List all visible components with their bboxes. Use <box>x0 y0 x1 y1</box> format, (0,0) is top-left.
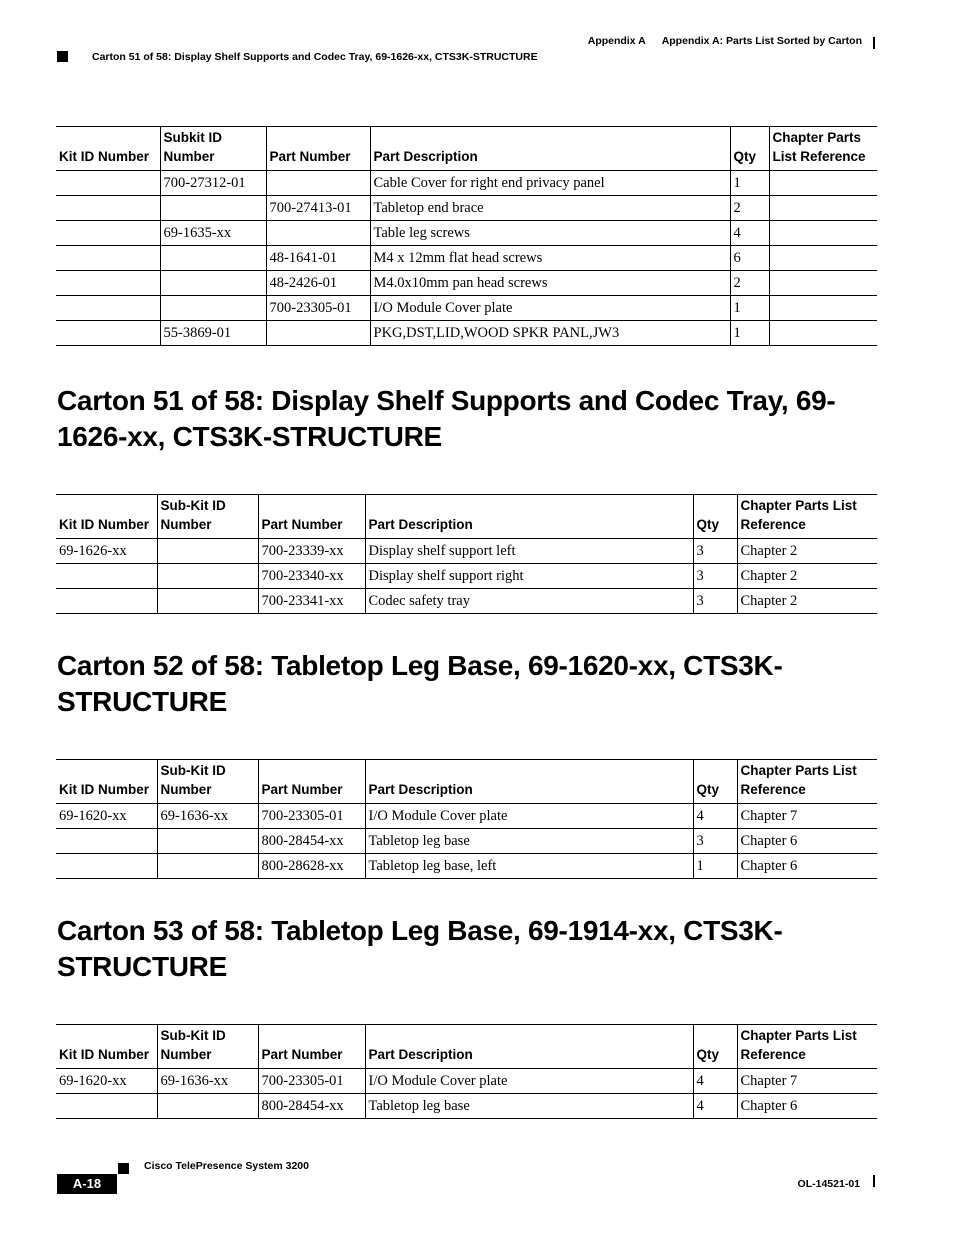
table-row <box>56 804 877 829</box>
cell-qty: 4 <box>693 1094 737 1119</box>
column-header-part-number: Part Number <box>266 127 370 171</box>
cell-qty: 6 <box>730 246 769 271</box>
cell-subkit-id <box>160 246 266 271</box>
cell-kit-id <box>56 296 160 321</box>
column-header-part-number: Part Number <box>258 760 365 804</box>
cell-qty: 1 <box>730 171 769 196</box>
cell-subkit-id <box>160 196 266 221</box>
cell-subkit-id: 69-1636-xx <box>157 1069 258 1094</box>
cell-kit-id: 69-1620-xx <box>56 804 157 829</box>
cell-kit-id <box>56 854 157 879</box>
parts-table-carton-53 <box>56 1024 877 1119</box>
cell-chapter-reference: Chapter 6 <box>737 1094 877 1119</box>
cell-chapter-reference: Chapter 2 <box>737 589 877 614</box>
column-header-qty: Qty <box>693 760 737 804</box>
table-row <box>56 271 877 296</box>
cell-part-description: M4 x 12mm flat head screws <box>370 246 730 271</box>
cell-kit-id <box>56 589 157 614</box>
cell-chapter-reference <box>769 321 877 346</box>
cell-kit-id <box>56 829 157 854</box>
cell-part-number: 700-23305-01 <box>258 804 365 829</box>
footer-product: Cisco TelePresence System 3200 <box>144 1160 309 1172</box>
cell-subkit-id: 55-3869-01 <box>160 321 266 346</box>
cell-part-description: M4.0x10mm pan head screws <box>370 271 730 296</box>
table-row <box>56 829 877 854</box>
cell-part-number: 700-23341-xx <box>258 589 365 614</box>
column-header-kit-id: Kit ID Number <box>56 760 157 804</box>
cell-qty: 3 <box>693 539 737 564</box>
table-row <box>56 539 877 564</box>
cell-part-description: Cable Cover for right end privacy panel <box>370 171 730 196</box>
footer-marker <box>118 1163 129 1174</box>
cell-chapter-reference <box>769 296 877 321</box>
cell-kit-id <box>56 271 160 296</box>
table-row <box>56 321 877 346</box>
table-header-row <box>56 760 877 804</box>
table-header-row <box>56 495 877 539</box>
cell-chapter-reference: Chapter 6 <box>737 854 877 879</box>
cell-subkit-id <box>157 1094 258 1119</box>
cell-subkit-id: 69-1635-xx <box>160 221 266 246</box>
cell-part-description: Codec safety tray <box>365 589 693 614</box>
cell-chapter-reference <box>769 196 877 221</box>
cell-part-description: PKG,DST,LID,WOOD SPKR PANL,JW3 <box>370 321 730 346</box>
column-header-part-number: Part Number <box>258 495 365 539</box>
table-row <box>56 854 877 879</box>
column-header-part-description: Part Description <box>370 127 730 171</box>
cell-part-description: Table leg screws <box>370 221 730 246</box>
cell-subkit-id <box>157 589 258 614</box>
cell-subkit-id <box>157 829 258 854</box>
table-header-row <box>56 1025 877 1069</box>
cell-qty: 4 <box>693 1069 737 1094</box>
column-header-part-description: Part Description <box>365 1025 693 1069</box>
table-row <box>56 1094 877 1119</box>
cell-kit-id <box>56 221 160 246</box>
parts-table-carton-52 <box>56 759 877 879</box>
column-header-subkit-id: Sub-Kit ID Number <box>157 495 258 539</box>
cell-kit-id <box>56 246 160 271</box>
table-row <box>56 564 877 589</box>
cell-chapter-reference: Chapter 2 <box>737 539 877 564</box>
cell-chapter-reference: Chapter 2 <box>737 564 877 589</box>
cell-part-description: I/O Module Cover plate <box>365 1069 693 1094</box>
cell-kit-id <box>56 321 160 346</box>
cell-qty: 1 <box>730 296 769 321</box>
footer-rule <box>873 1175 875 1187</box>
cell-kit-id <box>56 1094 157 1119</box>
cell-kit-id: 69-1626-xx <box>56 539 157 564</box>
cell-subkit-id <box>157 539 258 564</box>
cell-subkit-id <box>157 854 258 879</box>
cell-qty: 1 <box>730 321 769 346</box>
column-header-subkit-id: Sub-Kit ID Number <box>157 1025 258 1069</box>
cell-subkit-id <box>157 564 258 589</box>
cell-part-number <box>266 221 370 246</box>
cell-part-number: 800-28454-xx <box>258 1094 365 1119</box>
column-header-qty: Qty <box>693 1025 737 1069</box>
cell-chapter-reference: Chapter 7 <box>737 804 877 829</box>
table-row <box>56 1069 877 1094</box>
cell-chapter-reference <box>769 246 877 271</box>
cell-kit-id: 69-1620-xx <box>56 1069 157 1094</box>
cell-part-description: Display shelf support left <box>365 539 693 564</box>
column-header-kit-id: Kit ID Number <box>56 495 157 539</box>
cell-part-description: Tabletop leg base <box>365 829 693 854</box>
cell-part-number: 700-23339-xx <box>258 539 365 564</box>
cell-chapter-reference <box>769 271 877 296</box>
column-header-kit-id: Kit ID Number <box>56 127 160 171</box>
cell-part-description: Tabletop leg base <box>365 1094 693 1119</box>
cell-subkit-id <box>160 271 266 296</box>
cell-part-number: 48-1641-01 <box>266 246 370 271</box>
column-header-qty: Qty <box>730 127 769 171</box>
column-header-part-number: Part Number <box>258 1025 365 1069</box>
cell-part-number: 700-23305-01 <box>266 296 370 321</box>
cell-chapter-reference: Chapter 7 <box>737 1069 877 1094</box>
table-row <box>56 589 877 614</box>
column-header-subkit-id: Subkit ID Number <box>160 127 266 171</box>
table-row <box>56 246 877 271</box>
parts-table-continued <box>56 126 877 346</box>
column-header-part-description: Part Description <box>365 495 693 539</box>
section-title-carton-53: Carton 53 of 58: Tabletop Leg Base, 69-1914-xx, CTS3K-STRUCTURE <box>57 915 783 982</box>
header-marker <box>57 51 68 62</box>
cell-part-number: 700-23305-01 <box>258 1069 365 1094</box>
header-chapter-title: Appendix A: Parts List Sorted by Carton <box>661 35 862 47</box>
cell-subkit-id: 69-1636-xx <box>157 804 258 829</box>
header-appendix: Appendix A <box>587 35 646 47</box>
section-title-carton-52: Carton 52 of 58: Tabletop Leg Base, 69-1620-xx, CTS3K-STRUCTURE <box>57 650 783 717</box>
cell-part-number: 800-28454-xx <box>258 829 365 854</box>
cell-part-number <box>266 171 370 196</box>
column-header-chapter-reference: Chapter Parts List Reference <box>737 760 877 804</box>
cell-chapter-reference <box>769 171 877 196</box>
cell-kit-id <box>56 171 160 196</box>
column-header-kit-id: Kit ID Number <box>56 1025 157 1069</box>
table-row <box>56 296 877 321</box>
table-row <box>56 171 877 196</box>
cell-kit-id <box>56 564 157 589</box>
cell-part-number <box>266 321 370 346</box>
cell-qty: 3 <box>693 589 737 614</box>
cell-part-number: 700-27413-01 <box>266 196 370 221</box>
cell-qty: 2 <box>730 196 769 221</box>
cell-qty: 3 <box>693 564 737 589</box>
header-section: Carton 51 of 58: Display Shelf Supports and Codec Tray, 69-1626-xx, CTS3K-STRUCTURE <box>92 51 538 63</box>
column-header-part-description: Part Description <box>365 760 693 804</box>
cell-chapter-reference: Chapter 6 <box>737 829 877 854</box>
cell-part-description: I/O Module Cover plate <box>365 804 693 829</box>
cell-part-number: 700-23340-xx <box>258 564 365 589</box>
cell-qty: 4 <box>730 221 769 246</box>
page-number: A-18 <box>57 1174 117 1194</box>
cell-part-number: 48-2426-01 <box>266 271 370 296</box>
cell-qty: 4 <box>693 804 737 829</box>
column-header-chapter-reference: Chapter Parts List Reference <box>737 1025 877 1069</box>
header-rule <box>873 37 875 49</box>
cell-part-number: 800-28628-xx <box>258 854 365 879</box>
cell-part-description: I/O Module Cover plate <box>370 296 730 321</box>
parts-table-carton-51 <box>56 494 877 614</box>
cell-part-description: Display shelf support right <box>365 564 693 589</box>
cell-chapter-reference <box>769 221 877 246</box>
cell-qty: 3 <box>693 829 737 854</box>
column-header-chapter-reference: Chapter Parts List Reference <box>737 495 877 539</box>
column-header-qty: Qty <box>693 495 737 539</box>
cell-part-description: Tabletop leg base, left <box>365 854 693 879</box>
section-title-carton-51: Carton 51 of 58: Display Shelf Supports and Codec Tray, 69-1626-xx, CTS3K-STRUCTURE <box>57 385 836 452</box>
column-header-chapter-reference: Chapter Parts List Reference <box>769 127 877 171</box>
cell-qty: 2 <box>730 271 769 296</box>
column-header-subkit-id: Sub-Kit ID Number <box>157 760 258 804</box>
cell-part-description: Tabletop end brace <box>370 196 730 221</box>
table-row <box>56 196 877 221</box>
running-header <box>588 35 862 47</box>
table-header-row <box>56 127 877 171</box>
cell-subkit-id <box>160 296 266 321</box>
footer-doc-id: OL-14521-01 <box>797 1178 860 1190</box>
cell-qty: 1 <box>693 854 737 879</box>
table-row <box>56 221 877 246</box>
cell-kit-id <box>56 196 160 221</box>
cell-subkit-id: 700-27312-01 <box>160 171 266 196</box>
